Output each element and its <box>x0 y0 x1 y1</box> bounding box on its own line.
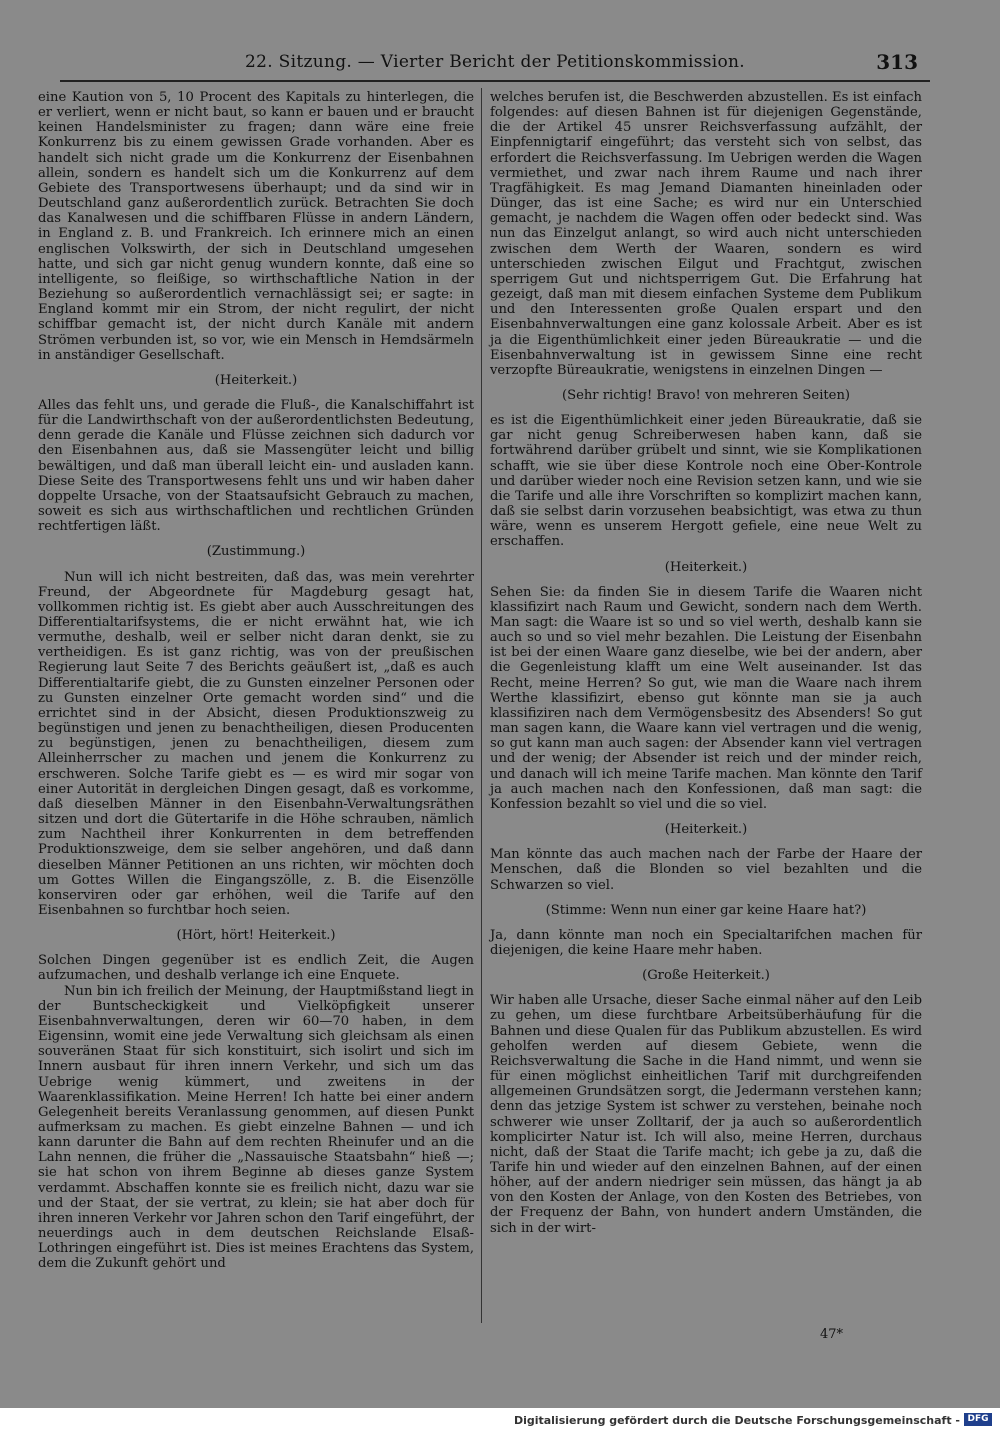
right-column <box>490 90 922 1236</box>
page-header <box>60 48 930 78</box>
interjection: (Große Heiterkeit.) <box>642 968 770 984</box>
paragraph: Sehen Sie: da finden Sie in diesem Tarife die Waaren nicht klassifizirt nach Raum und Gewicht, sondern nach dem Werth. Man sagt: die Waare ist so und so viel werth, deshalb kann sie auch so und so viel mehr bezahlen. Die Leistung der Eisenbahn ist bei der einen Waare ganz dieselbe, wie bei der andern, aber die Gegenleistung klafft um eine Welt auseinander. Ist das Recht, meine Herren? So gut, wie man die Waare nach ihrem Werthe klassifizirt, ebenso gut könnte man sie ja auch klassifiziren nach dem Vermögensbesitz des Absenders! So gut man sagen kann, die Waare kann viel vertragen und die wenig, so gut kann man auch sagen: der Absender kann viel vertragen und der wenig; der Absender ist reich und der minder reich, und danach will ich meine Tarife machen. Man könnte den Tarif ja auch machen nach den Konfessionen, daß man sagt: die Konfession bezahlt so viel und die so viel. <box>490 584 922 812</box>
interjection: (Sehr richtig! Bravo! von mehreren Seiten) <box>561 387 851 403</box>
interjection: (Heiterkeit.) <box>214 372 298 388</box>
footer-bar <box>0 1408 1000 1432</box>
left-column <box>38 90 474 1272</box>
paragraph: Alles das fehlt uns, und gerade die Fluß-, die Kanalschiffahrt ist für die Landwirthschaft von der außerordentlichsten Bedeutung, denn gerade die Kanäle und Flüsse zeichnen sich dadurch vor den Eisenbahnen aus, daß sie Massengüter leicht und billig bewältigen, und daß man überall leicht ein- und ausladen kann. Diese Seite des Transportwesens fehlt uns und wir haben daher doppelte Ursache, von der Staatsaufsicht Gebrauch zu machen, soweit es sich aus wirthschaftlichen und rechtlichen Gründen rechtfertigen läßt. <box>38 397 474 535</box>
interjection: (Heiterkeit.) <box>664 822 748 838</box>
interjection: (Zustimmung.) <box>206 544 306 560</box>
interjection: (Stimme: Wenn nun einer gar keine Haare hat?) <box>545 902 867 918</box>
paragraph: Man könnte das auch machen nach der Farbe der Haare der Menschen, daß die Blonden so viel bezahlten und die Schwarzen so viel. <box>490 847 922 893</box>
paragraph: Nun will ich nicht bestreiten, daß das, was mein verehrter Freund, der Abgeordnete für Magdeburg gesagt hat, vollkommen richtig ist. Es giebt aber auch Ausschreitungen des Differentialtarifsystems, die er nicht erwähnt hat, wie ich vermuthe, deshalb, weil er selber nicht daran denkt, sie zu vertheidigen. Es ist ganz richtig, was von der preußischen Regierung laut Seite 7 des Berichts geäußert ist, „daß es auch Differentialtarife giebt, die zu Gunsten einzelner Personen oder zu Gunsten einzelner Orte gemacht worden sind“ und die errichtet sind in der Absicht, diesen Produktionszweig zu begünstigen und jenen zu benachtheiligen, diesen Producenten zu begünstigen, jenen zu benachtheiligen, diesem zum Alleinherrscher zu machen und jenem die Konkurrenz zu erschweren. Solche Tarife giebt es — es wird mir sogar von einer Autorität in dergleichen Dingen gesagt, daß es vorkomme, daß dieselben Männer in den Eisenbahn-Verwaltungsräthen sitzen und dort die Gütertarife in die Höhe schrauben, nämlich zum Nachtheil ihrer Konkurrenten in dem betreffenden Produktionszweige, dem sie selber angehören, und daß dann dieselben Männer Petitionen an uns richten, wir möchten doch um Gottes Willen die Eingangszölle, z. B. die Eisenzölle konserviren oder gar erhöhen, weil die Tarife auf den Eisenbahnen so furchtbar hoch seien. <box>38 569 474 918</box>
header-rule <box>60 80 930 82</box>
running-title: 22. Sitzung. — Vierter Bericht der Petitionskommission. <box>245 52 745 72</box>
signature-mark: 47* <box>820 1327 844 1342</box>
dfg-logo: DFG <box>964 1413 992 1426</box>
paragraph: eine Kaution von 5, 10 Procent des Kapitals zu hinterlegen, die er verliert, wenn er nicht baut, so kann er bauen und er braucht keinen Handelsminister zu fragen; dann wäre eine freie Konkurrenz bis zu einem gewissen Grade vorhanden. Aber es handelt sich nicht grade um die Konkurrenz der Eisenbahnen allein, sondern es handelt sich um die Konkurrenz auf dem Gebiete des Transportwesens überhaupt; und da sind wir in Deutschland ganz außerordentlich zurück. Betrachten Sie doch das Kanalwesen und die schiffbaren Flüsse in andern Ländern, in England z. B. und Frankreich. Ich erinnere mich an einen englischen Volkswirth, der sich in Deutschland umgesehen hatte, und sich gar nicht genug wundern konnte, daß eine so intelligente, so fleißige, so wirthschaftliche Nation in der Beziehung so außerordentlich vernachlässigt sei; er sagte: in England kommt mir ein Strom, der nicht regulirt, der nicht schiffbar gemacht ist, der nicht durch Kanäle mit andern Strömen verbunden ist, so vor, wie ein Mensch in Hemdsärmeln in anständiger Gesellschaft. <box>38 90 474 363</box>
paragraph: Nun bin ich freilich der Meinung, der Hauptmißstand liegt in der Buntscheckigkeit und Vielköpfigkeit unserer Eisenbahnverwaltungen, deren wir 60—70 haben, in dem Eigensinn, womit eine jede Verwaltung sich gleichsam als einen souveränen Staat für sich konstituirt, sich isolirt und sich im Innern ausbaut für ihren innern Verkehr, und sich um das Uebrige wenig kümmert, und zweitens in der Waarenklassifikation. Meine Herren! Ich hatte bei einer andern Gelegenheit bereits Veranlassung genommen, auf diesen Punkt aufmerksam zu machen. Es giebt einzelne Bahnen — und ich kann darunter die Bahn auf dem rechten Rheinufer und an die Lahn nennen, die früher die „Nassauische Staatsbahn“ hieß —; sie hat schon von ihrem Beginne ab dieses ganze System verdammt. Abschaffen konnte sie es freilich nicht, dazu war sie und der Staat, der sie vertrat, zu klein; sie hat aber doch für ihren inneren Verkehr vor Jahren schon den Tarif eingeführt, der neuerdings auch in dem deutschen Reichslande Elsaß-Lothringen eingeführt ist. Dies ist meines Erachtens das System, dem die Zukunft gehört und <box>38 983 474 1272</box>
paragraph: Ja, dann könnte man noch ein Specialtarifchen machen für diejenigen, die keine Haare mehr haben. <box>490 927 922 958</box>
column-divider <box>481 88 482 1323</box>
funding-credit: Digitalisierung gefördert durch die Deutsche Forschungsgemeinschaft - <box>513 1414 960 1427</box>
page-number: 313 <box>876 50 918 74</box>
paragraph: Wir haben alle Ursache, dieser Sache einmal näher auf den Leib zu gehen, um diese furchtbare Arbeitsüberhäufung für die Bahnen und diese Qualen für das Publikum abzustellen. Es wird geholfen werden auf diesem Gebiete, wenn die Reichsverwaltung die Sache in die Hand nimmt, und wenn sie für einen möglichst einheitlichen Tarif mit durchgreifenden allgemeinen Grundsätzen sorgt, die Jedermann verstehen kann; denn das jetzige System ist schwer zu verstehen, beinahe noch schwerer wie unser Zolltarif, der ja auch so außerordentlich komplicirter Natur ist. Ich will also, meine Herren, durchaus nicht, daß der Staat die Tarife macht; ich gebe ja zu, daß die Tarife hin und wieder auf den einzelnen Bahnen, auf der einen höher, auf der andern niedriger sein müssen, das hängt ja ab von den Kosten der Anlage, von den Kosten des Betriebes, von der Frequenz der Bahn, von hundert andern Umständen, die sich in der wirt- <box>490 993 922 1236</box>
paragraph: welches berufen ist, die Beschwerden abzustellen. Es ist einfach folgendes: auf diesen Bahnen ist für diejenigen Gegenstände, die der Artikel 45 unsrer Reichsverfassung aufzählt, der Einpfennigtarif eingeführt; das versteht sich von selbst, das erfordert die Reichsverfassung. Im Uebrigen werden die Wagen vermiethet, und zwar nach ihrem Raume und nach ihrer Tragfähigkeit. Es mag Jemand Diamanten hineinladen oder Dünger, das ist eine Sache; es wird nur ein Unterschied gemacht, je nachdem die Wagen offen oder bedeckt sind. Was nun das Einzelgut anlangt, so wird auch nicht unterschieden zwischen dem Werth der Waaren, sondern es wird unterschieden zwischen Eilgut und Frachtgut, zwischen sperrigem Gut und nichtsperrigem Gut. Die Erfahrung hat gezeigt, daß man mit diesem einfachen Systeme dem Publikum und den Interessenten große Qualen erspart und den Eisenbahnverwaltungen eine ganz kolossale Arbeit. Aber es ist ja die Eigenthümlichkeit einer jeden Büreaukratie — und die Eisenbahnverwaltung ist in gewissem Sinne eine recht verzopfte Büreaukratie, wenigstens in einzelnen Dingen — <box>490 90 922 378</box>
interjection: (Heiterkeit.) <box>664 559 748 575</box>
paragraph: Solchen Dingen gegenüber ist es endlich Zeit, die Augen aufzumachen, und deshalb verlange ich eine Enquete. <box>38 953 474 984</box>
paragraph: es ist die Eigenthümlichkeit einer jeden Büreaukratie, daß sie gar nicht genug Schreiberwesen haben kann, daß sie fortwährend darüber grübelt und sinnt, wie sie Komplikationen schafft, wie sie über diese Kontrole noch eine Ober-Kontrole und darüber wieder noch eine Revision setzen kann, und wie sie die Tarife und alle ihre Vorschriften so komplizirt machen kann, daß sie selbst darin vorzusehen beabsichtigt, was etwa zu thun wäre, wenn es unserem Hergott gefiele, eine neue Welt zu erschaffen. <box>490 413 922 550</box>
interjection: (Hört, hört! Heiterkeit.) <box>176 928 336 944</box>
